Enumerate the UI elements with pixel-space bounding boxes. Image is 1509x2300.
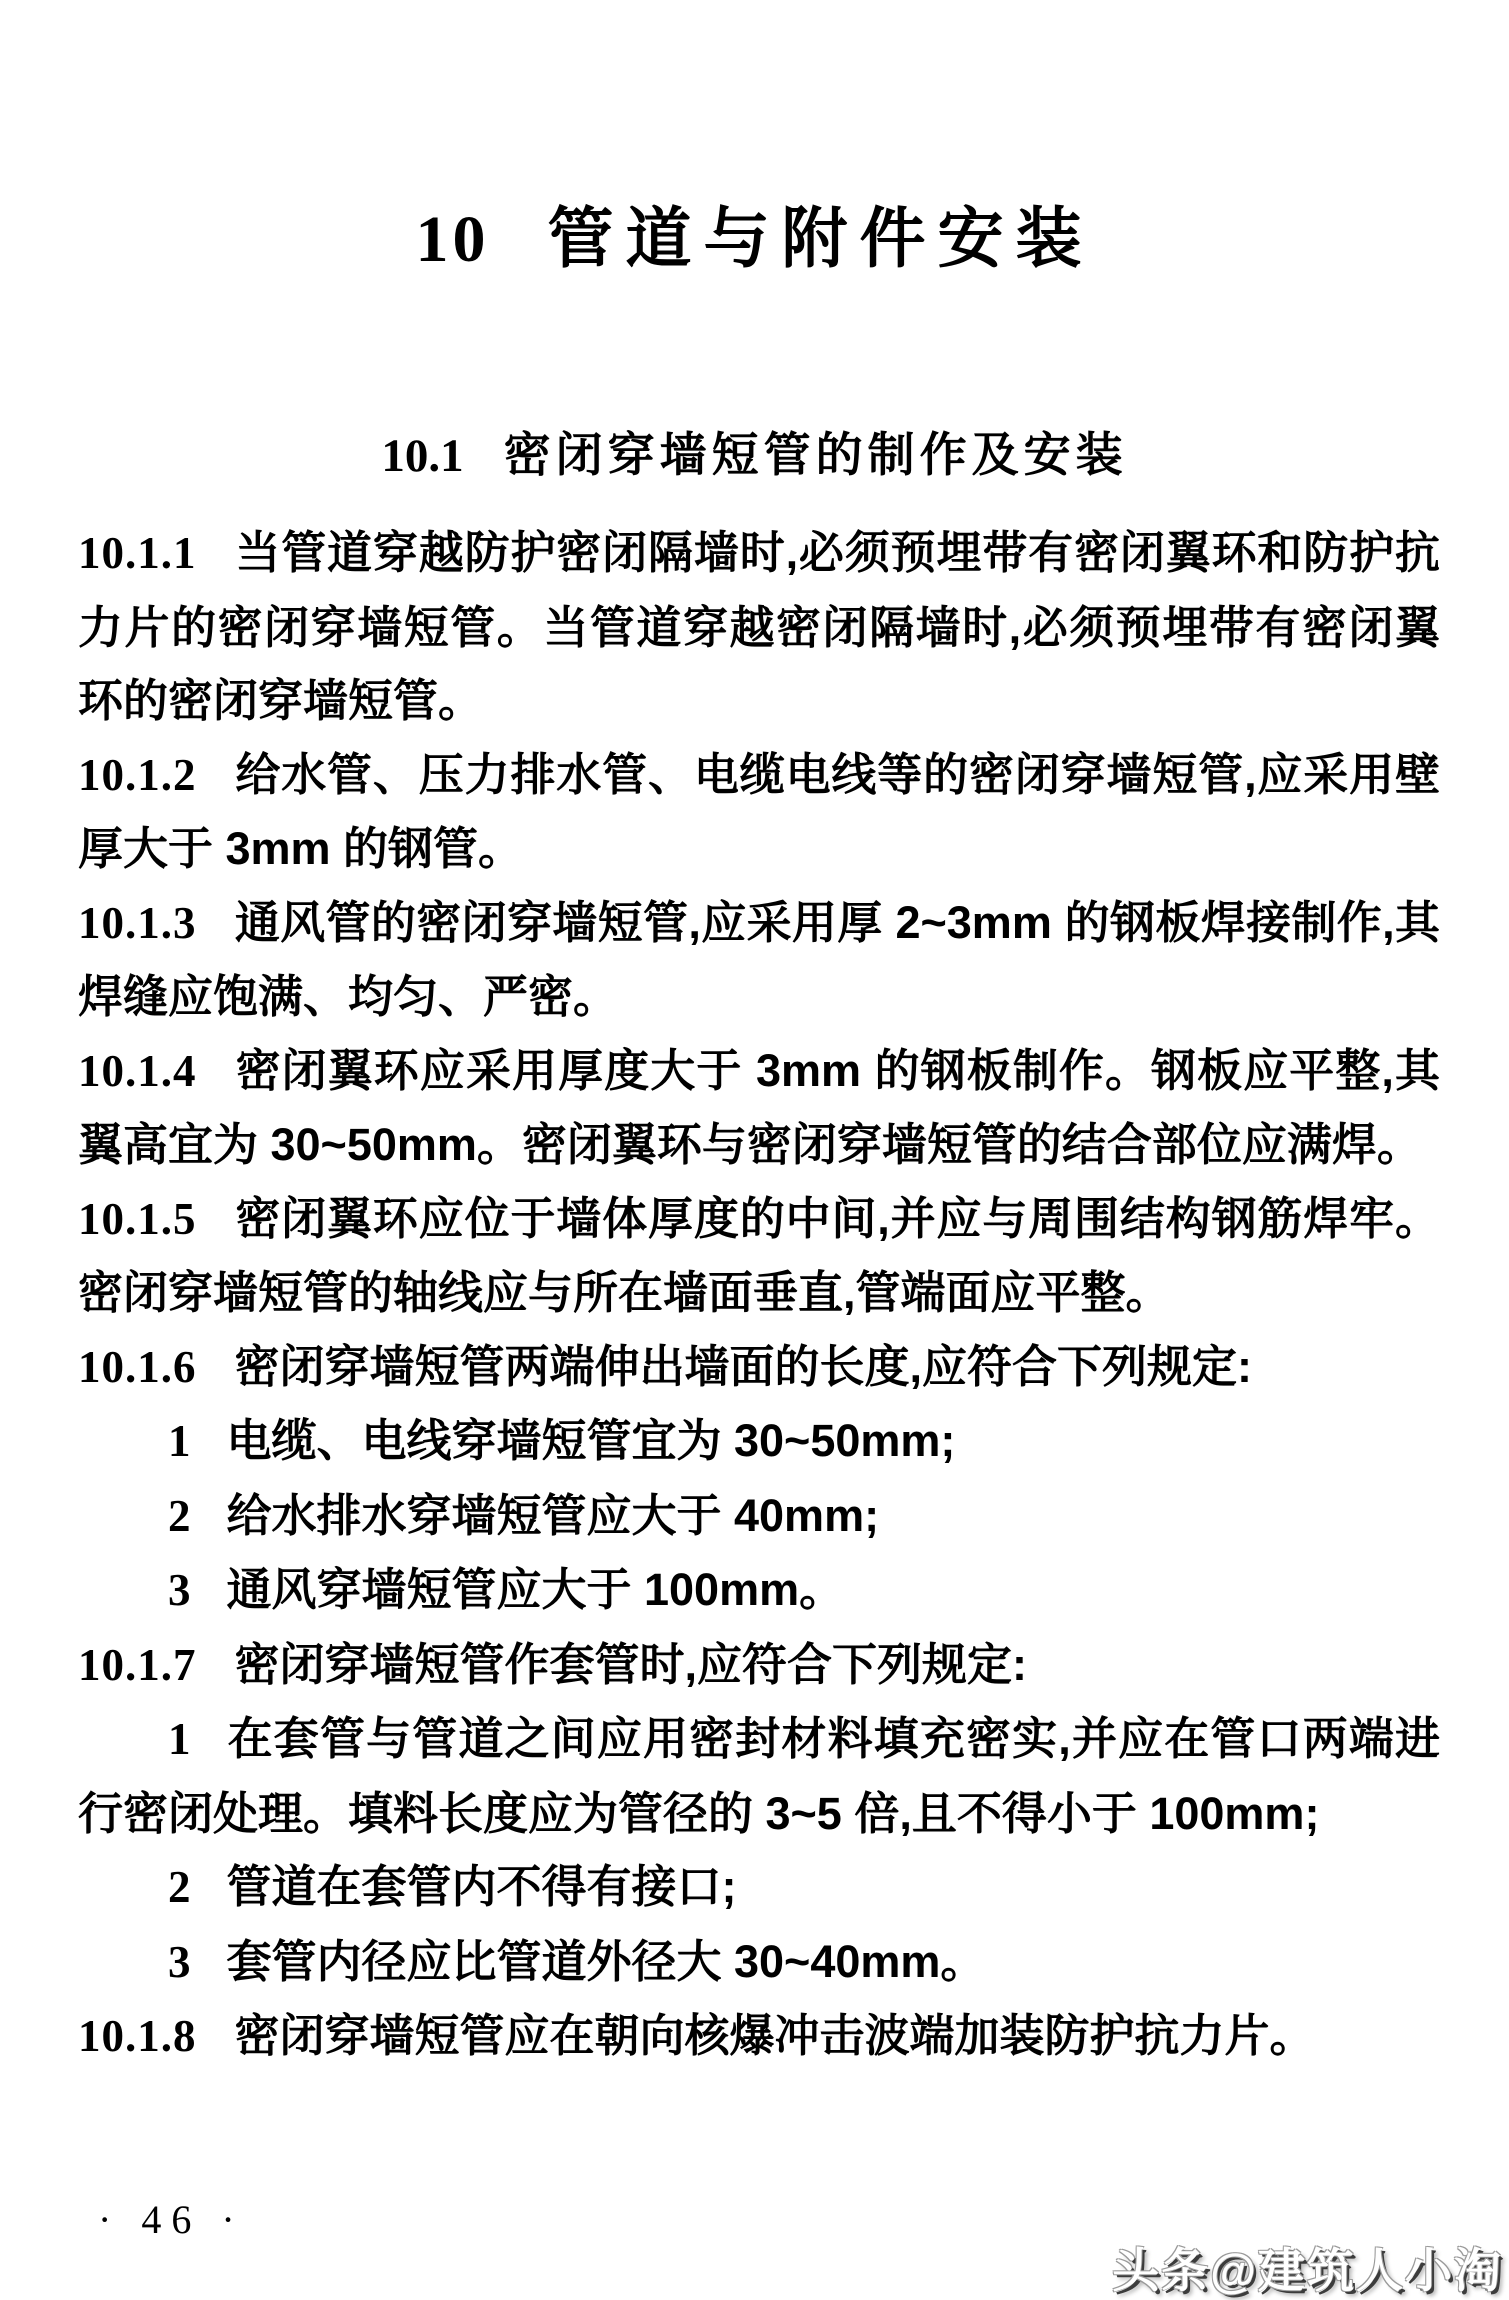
chapter-title: 管道与附件安装 [547, 201, 1094, 275]
clause-10-1-6-item-3 [78, 1553, 1440, 1628]
clause-text: 密闭翼环应采用厚度大于 3mm 的钢板制作。钢板应平整,其翼高宜为 30~50mm。密闭翼环与密闭穿墙短管的结合部位应满焊。 [78, 1044, 1440, 1170]
clause-number: 10.1.4 [78, 1045, 197, 1096]
section-heading [0, 418, 1509, 485]
clause-text: 密闭穿墙短管应在朝向核爆冲击波端加装防护抗力片。 [234, 2010, 1315, 2061]
section-number: 10.1 [381, 430, 464, 482]
clause-10-1-5 [78, 1182, 1440, 1330]
item-text: 通风穿墙短管应大于 100mm。 [226, 1564, 845, 1615]
clause-number: 10.1.6 [78, 1341, 197, 1392]
item-number: 1 [168, 1416, 191, 1466]
item-number: 1 [168, 1714, 191, 1764]
clause-text: 密闭穿墙短管两端伸出墙面的长度,应符合下列规定: [234, 1340, 1252, 1392]
watermark: 头条@建筑人小淘 [1112, 2244, 1503, 2297]
clause-10-1-7-item-3 [78, 1925, 1440, 2000]
clause-number: 10.1.3 [78, 897, 197, 948]
clause-10-1-4 [78, 1034, 1440, 1182]
clause-number: 10.1.2 [78, 749, 197, 800]
chapter-number: 10 [415, 203, 490, 276]
clause-10-1-7-item-2 [78, 1850, 1440, 1925]
item-text: 管道在套管内不得有接口; [226, 1861, 737, 1912]
item-number: 3 [168, 1565, 191, 1615]
clause-text: 密闭翼环应位于墙体厚度的中间,并应与周围结构钢筋焊牢。密闭穿墙短管的轴线应与所在墙面垂直,管端面应平整。 [78, 1192, 1440, 1318]
item-text: 给水排水穿墙短管应大于 40mm; [226, 1489, 880, 1541]
clause-list [78, 516, 1440, 2074]
clause-10-1-6-item-2 [78, 1479, 1440, 1554]
item-number: 2 [168, 1490, 191, 1541]
clause-number: 10.1.7 [78, 1639, 197, 1690]
item-text: 套管内径应比管道外径大 30~40mm。 [226, 1935, 986, 1987]
section-title: 密闭穿墙短管的制作及安装 [503, 428, 1128, 481]
page-number: · 46 · [98, 2197, 245, 2242]
clause-10-1-7-item-1 [78, 1702, 1440, 1850]
item-text: 在套管与管道之间应用密封材料填充密实,并应在管口两端进行密闭处理。填料长度应为管径的 3~5 倍,且不得小于 100mm; [78, 1713, 1440, 1839]
clause-10-1-8 [78, 1999, 1440, 2074]
clause-text: 当管道穿越防护密闭隔墙时,必须预埋带有密闭翼环和防护抗力片的密闭穿墙短管。当管道穿越密闭隔墙时,必须预埋带有密闭翼环的密闭穿墙短管。 [78, 527, 1440, 726]
clause-10-1-1 [78, 516, 1440, 738]
chapter-heading [0, 185, 1509, 280]
clause-10-1-7 [78, 1628, 1440, 1703]
clause-number: 10.1.5 [78, 1193, 197, 1244]
clause-10-1-2 [78, 738, 1440, 886]
item-number: 3 [168, 1936, 191, 1987]
clause-10-1-6-item-1 [78, 1404, 1440, 1479]
clause-10-1-6 [78, 1330, 1440, 1405]
clause-text: 密闭穿墙短管作套管时,应符合下列规定: [234, 1638, 1027, 1690]
clause-number: 10.1.1 [78, 528, 197, 578]
clause-10-1-3 [78, 886, 1440, 1034]
clause-number: 10.1.8 [78, 2011, 197, 2061]
item-number: 2 [168, 1862, 191, 1912]
item-text: 电缆、电线穿墙短管宜为 30~50mm; [226, 1415, 956, 1466]
clause-text: 给水管、压力排水管、电缆电线等的密闭穿墙短管,应采用壁厚大于 3mm 的钢管。 [78, 748, 1440, 874]
clause-text: 通风管的密闭穿墙短管,应采用厚 2~3mm 的钢板焊接制作,其焊缝应饱满、均匀、严密。 [78, 896, 1440, 1022]
